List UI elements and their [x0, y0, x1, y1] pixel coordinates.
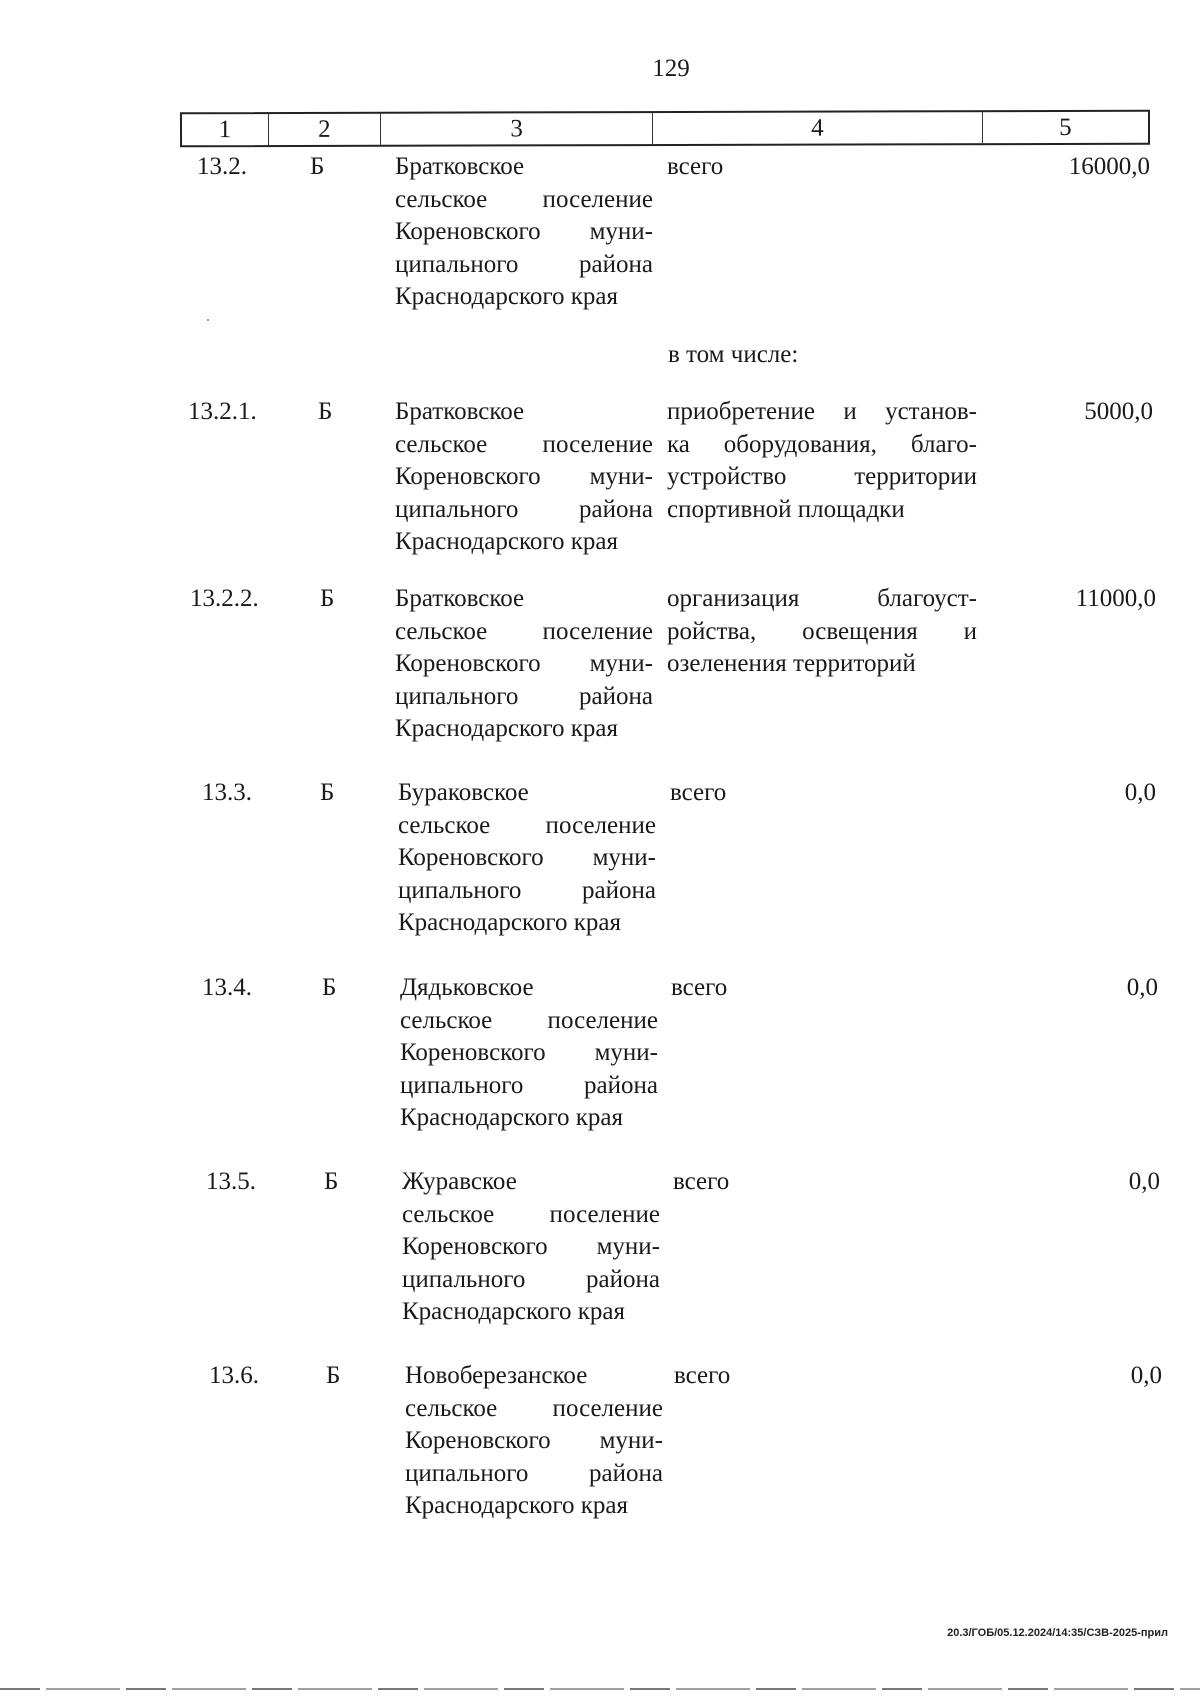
description-line: организация благоуст- [667, 585, 977, 612]
recipient-name-line: сельское поселение [405, 1394, 663, 1422]
recipient-name-line: Краснодарского края [402, 1298, 625, 1325]
recipient-name-line: Кореновского муни- [395, 650, 653, 677]
row-number: 13.2.1. [188, 398, 257, 425]
recipient-name-line: Новоберезанское [405, 1362, 588, 1389]
row-amount: 0,0 [1130, 1362, 1162, 1389]
description-line: ройства, освещения и [667, 617, 977, 645]
recipient-name-line: сельское поселение [395, 185, 653, 213]
row-number: 13.6. [209, 1362, 259, 1389]
description-line: приобретение и установ- [667, 398, 977, 425]
row-description [671, 972, 981, 1005]
row-description [667, 583, 977, 681]
description-line: всего [670, 779, 727, 806]
recipient-name-line: Краснодарского края [395, 283, 618, 310]
row-recipient-name [405, 1360, 663, 1523]
recipient-name-line: Братковское [395, 585, 525, 612]
row-description [670, 777, 980, 810]
row-code: Б [310, 153, 325, 180]
scan-speck [207, 319, 209, 321]
in-number-label: в том числе: [668, 341, 799, 368]
recipient-name-line: Кореновского муни- [405, 1427, 663, 1454]
row-number: 13.2. [197, 153, 247, 180]
row-code: Б [320, 585, 335, 612]
recipient-name-line: Кореновского муни- [400, 1039, 658, 1066]
recipient-name-line: Кореновского муни- [398, 844, 656, 871]
row-number: 13.4. [202, 974, 252, 1001]
recipient-name-line: Братковское [395, 153, 525, 180]
recipient-name-line: сельское поселение [395, 430, 653, 458]
header-col-4: 4 [653, 112, 983, 144]
row-code: Б [326, 1362, 341, 1389]
row-recipient-name [400, 972, 658, 1135]
row-number: 13.2.2. [190, 585, 259, 612]
row-recipient-name [395, 583, 653, 746]
row-description [667, 151, 977, 184]
description-line: устройство территории [667, 463, 977, 490]
recipient-name-line: сельское поселение [395, 617, 653, 645]
recipient-name-line: Краснодарского края [405, 1492, 628, 1519]
description-line: ка оборудования, благо- [667, 430, 977, 458]
row-code: Б [322, 974, 337, 1001]
document-code: 20.3/ГОБ/05.12.2024/14:35/СЗВ-2025-прил [947, 1627, 1168, 1639]
page-number: 129 [652, 55, 690, 82]
description-line: всего [674, 1362, 731, 1389]
recipient-name-line: сельское поселение [400, 1006, 658, 1034]
header-col-2: 2 [269, 114, 382, 145]
recipient-name-line: ципального района [395, 495, 653, 523]
description-line: всего [671, 974, 728, 1001]
row-amount: 16000,0 [1068, 153, 1150, 180]
row-recipient-name [395, 396, 653, 559]
recipient-name-line: ципального района [405, 1459, 663, 1487]
recipient-name-line: Краснодарского края [395, 528, 618, 555]
recipient-name-line: ципального района [402, 1265, 660, 1293]
row-recipient-name [398, 777, 656, 940]
row-description [674, 1360, 984, 1393]
recipient-name-line: сельское поселение [402, 1200, 660, 1228]
recipient-name-line: Журавское [402, 1168, 517, 1195]
row-code: Б [324, 1168, 339, 1195]
row-recipient-name [395, 151, 653, 314]
recipient-name-line: ципального района [398, 876, 656, 904]
row-amount: 0,0 [1124, 779, 1156, 806]
description-line: всего [673, 1168, 730, 1195]
row-number: 13.3. [202, 779, 252, 806]
bottom-edge-rule [0, 1688, 1200, 1690]
recipient-name-line: ципального района [395, 250, 653, 278]
recipient-name-line: Краснодарского края [395, 715, 618, 742]
description-line: озеленения территорий [667, 650, 916, 677]
recipient-name-line: Краснодарского края [400, 1104, 623, 1131]
table-header [180, 110, 1150, 148]
recipient-name-line: Бураковское [398, 779, 529, 806]
row-amount: 0,0 [1128, 1168, 1160, 1195]
recipient-name-line: ципального района [400, 1071, 658, 1099]
row-amount: 5000,0 [1084, 398, 1153, 425]
row-amount: 0,0 [1126, 974, 1158, 1001]
recipient-name-line: Дядьковское [400, 974, 534, 1001]
recipient-name-line: Кореновского муни- [402, 1233, 660, 1260]
row-code: Б [320, 779, 335, 806]
recipient-name-line: сельское поселение [398, 811, 656, 839]
row-description [673, 1166, 983, 1199]
recipient-name-line: ципального района [395, 682, 653, 710]
header-col-3: 3 [381, 113, 653, 145]
row-recipient-name [402, 1166, 660, 1329]
recipient-name-line: Краснодарского края [398, 909, 621, 936]
row-description [667, 396, 977, 526]
description-line: всего [667, 153, 724, 180]
row-code: Б [318, 398, 333, 425]
header-col-5: 5 [1059, 113, 1072, 141]
description-line: спортивной площадки [667, 495, 905, 523]
row-amount: 11000,0 [1075, 585, 1156, 612]
recipient-name-line: Кореновского муни- [395, 218, 653, 245]
header-col-1: 1 [182, 114, 269, 145]
recipient-name-line: Кореновского муни- [395, 463, 653, 490]
recipient-name-line: Братковское [395, 398, 525, 425]
row-number: 13.5. [206, 1168, 256, 1195]
